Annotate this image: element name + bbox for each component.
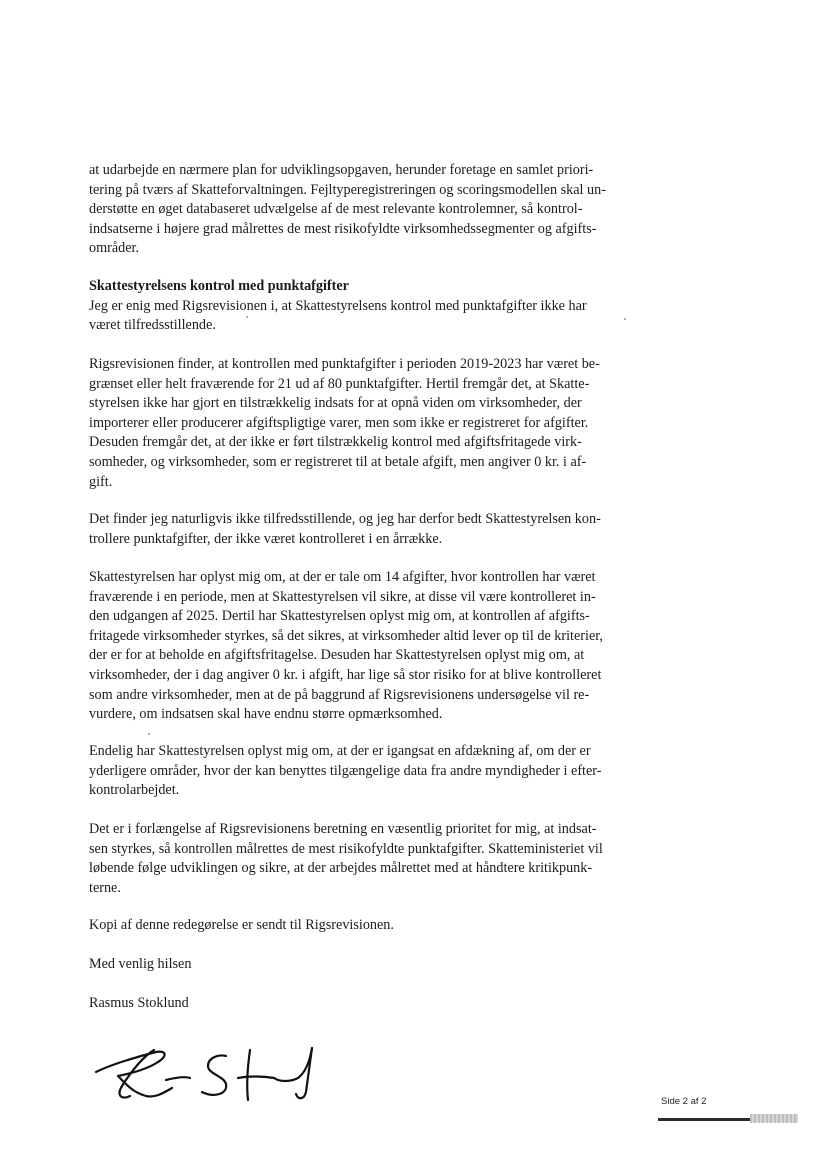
text-line: Det er i forlængelse af Rigsrevisionens beretning en væsentlig prioritet for mig, at indsat- <box>89 821 597 837</box>
paragraph-data-survey <box>89 742 649 801</box>
copy-note: Kopi af denne redegørelse er sendt til Rigsrevisionen. <box>89 917 394 933</box>
text-line: at udarbejde en nærmere plan for udviklingsopgaven, herunder foretage en samlet priori- <box>89 162 594 178</box>
paragraph-intro <box>89 161 649 259</box>
text-line: Rigsrevisionen finder, at kontrollen med punktafgifter i perioden 2019-2023 har været be- <box>89 356 600 372</box>
handwritten-signature <box>92 1042 332 1108</box>
text-line: tering på tværs af Skatteforvaltningen. Fejltyperegistreringen og scoringsmodellen skal un- <box>89 181 606 198</box>
text-line: fraværende i en periode, men at Skattestyrelsen vil sikre, at disse vil være kontrolleret in- <box>89 588 596 605</box>
text-line: Endelig har Skattestyrelsen oplyst mig om, at der er igangsat en afdækning af, om der er <box>89 743 591 759</box>
text-line: terne. <box>89 879 121 896</box>
text-line: vurdere, om indsatsen skal have endnu større opmærksomhed. <box>89 706 443 723</box>
text-line: områder. <box>89 240 140 257</box>
text-line: kontrolarbejdet. <box>89 782 180 799</box>
footer-rule-shade <box>750 1114 798 1123</box>
paragraph-response <box>89 510 649 549</box>
scan-speck <box>624 318 626 320</box>
text-line: Det finder jeg naturligvis ikke tilfredsstillende, og jeg har derfor bedt Skattestyrelsen kon- <box>89 511 601 527</box>
text-line: som andre virksomheder, men at de på baggrund af Rigsrevisionens undersøgelse vil re- <box>89 686 590 703</box>
text-line: importerer eller producerer afgiftspligtige varer, men som ikke er registreret for afgifter. <box>89 414 589 431</box>
section-punktafgifter <box>89 277 649 336</box>
paragraph-priority <box>89 820 649 898</box>
text-line: gift. <box>89 473 113 490</box>
scan-speck <box>246 316 248 318</box>
text-line: virksomheder, der i dag angiver 0 kr. i afgift, har lige så stor risiko for at blive kontrolleret <box>89 666 602 683</box>
text-line: somheder, og virksomheder, som er registreret til at betale afgift, men angiver 0 kr. i af- <box>89 453 587 470</box>
scan-speck <box>148 733 150 735</box>
text-line: sen styrkes, så kontrollen målrettes de mest risikofyldte punktafgifter. Skatteministeriet vil <box>89 840 603 857</box>
signatory-name: Rasmus Stoklund <box>89 995 189 1011</box>
greeting: Med venlig hilsen <box>89 956 192 972</box>
page-number-label: Side 2 af 2 <box>661 1096 707 1107</box>
text-line: der er for at beholde en afgiftsfritagelse. Desuden har Skattestyrelsen oplyst mig om, at <box>89 647 585 664</box>
text-line: styrelsen ikke har gjort en tilstrækkelig indsats for at opnå viden om virksomheder, der <box>89 395 582 412</box>
text-line: yderligere områder, hvor der kan benyttes tilgængelige data fra andre myndigheder i efter- <box>89 762 602 779</box>
text-line: Desuden fremgår det, at der ikke er ført tilstrækkelig kontrol med afgiftsfritagede virk- <box>89 434 582 451</box>
paragraph-findings <box>89 355 649 492</box>
text-line: den udgangen af 2025. Dertil har Skattestyrelsen oplyst mig om, at kontrollen af afgifts- <box>89 608 590 625</box>
text-line: trollere punktafgifter, der ikke været kontrolleret i en årrække. <box>89 530 443 547</box>
text-line: grænset eller helt fraværende for 21 ud af 80 punktafgifter. Hertil fremgår det, at Skatte- <box>89 375 590 392</box>
text-line: været tilfredsstillende. <box>89 317 216 334</box>
footer-rule <box>658 1118 750 1121</box>
text-line: fritagede virksomheder styrkes, så det sikres, at virksomheder altid lever op til de kriterier, <box>89 627 603 644</box>
text-line: indsatserne i højere grad målrettes de mest risikofyldte virksomhedssegmenter og afgifts- <box>89 220 597 237</box>
text-line: løbende følge udviklingen og sikre, at der arbejdes målrettet med at håndtere kritikpunk- <box>89 860 593 877</box>
text-line: derstøtte en øget databaseret udvælgelse af de mest relevante kontrolemner, så kontrol- <box>89 201 583 218</box>
text-line: Skattestyrelsen har oplyst mig om, at der er tale om 14 afgifter, hvor kontrollen har været <box>89 569 596 585</box>
section-heading: Skattestyrelsens kontrol med punktafgifter <box>89 278 349 294</box>
text-line: Jeg er enig med Rigsrevisionen i, at Skattestyrelsens kontrol med punktafgifter ikke har <box>89 297 587 314</box>
paragraph-measures <box>89 568 649 725</box>
